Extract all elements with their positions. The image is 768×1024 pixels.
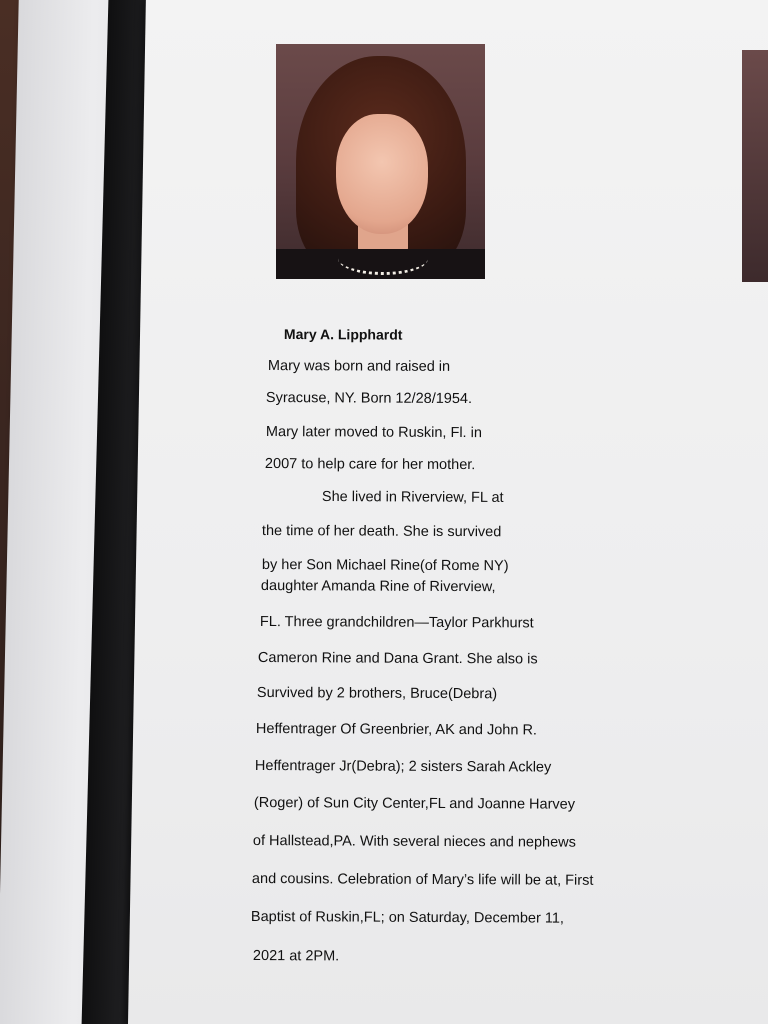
second-photo-edge xyxy=(742,50,768,282)
obituary-line: Syracuse, NY. Born 12/28/1954. xyxy=(265,390,473,408)
photo-face xyxy=(336,114,428,234)
portrait-photo xyxy=(276,44,485,279)
photo-pearl-necklace xyxy=(338,242,428,275)
obituary-line: of Hallstead,PA. With several nieces and nephews xyxy=(252,833,576,851)
obituary-line: She lived in Riverview, FL at xyxy=(321,489,504,506)
obituary-line: Heffentrager Jr(Debra); 2 sisters Sarah Ackley xyxy=(254,758,552,776)
obituary-line: (Roger) of Sun City Center,FL and Joanne Harvey xyxy=(253,795,576,813)
obituary-line: Mary was born and raised in xyxy=(267,358,451,375)
obituary-line: Heffentrager Of Greenbrier, AK and John R. xyxy=(255,721,538,739)
obituary-line: by her Son Michael Rine(of Rome NY) xyxy=(261,557,509,575)
obituary-line: and cousins. Celebration of Mary’s life will be at, First xyxy=(251,871,594,889)
obituary-line: Mary later moved to Ruskin, Fl. in xyxy=(265,424,482,442)
obituary-line: 2021 at 2PM. xyxy=(252,948,340,965)
obituary-line: Baptist of Ruskin,FL; on Saturday, December 11, xyxy=(250,909,564,927)
obituary-line: Cameron Rine and Dana Grant. She also is xyxy=(257,650,538,668)
obituary-line: Survived by 2 brothers, Bruce(Debra) xyxy=(256,685,498,703)
obituary-line: 2007 to help care for her mother. xyxy=(264,456,476,474)
obituary-name: Mary A. Lipphardt xyxy=(283,326,403,343)
obituary-line: FL. Three grandchildren—Taylor Parkhurst xyxy=(259,614,534,632)
obituary-line: the time of her death. She is survived xyxy=(261,523,502,541)
obituary-line: daughter Amanda Rine of Riverview, xyxy=(260,578,496,596)
